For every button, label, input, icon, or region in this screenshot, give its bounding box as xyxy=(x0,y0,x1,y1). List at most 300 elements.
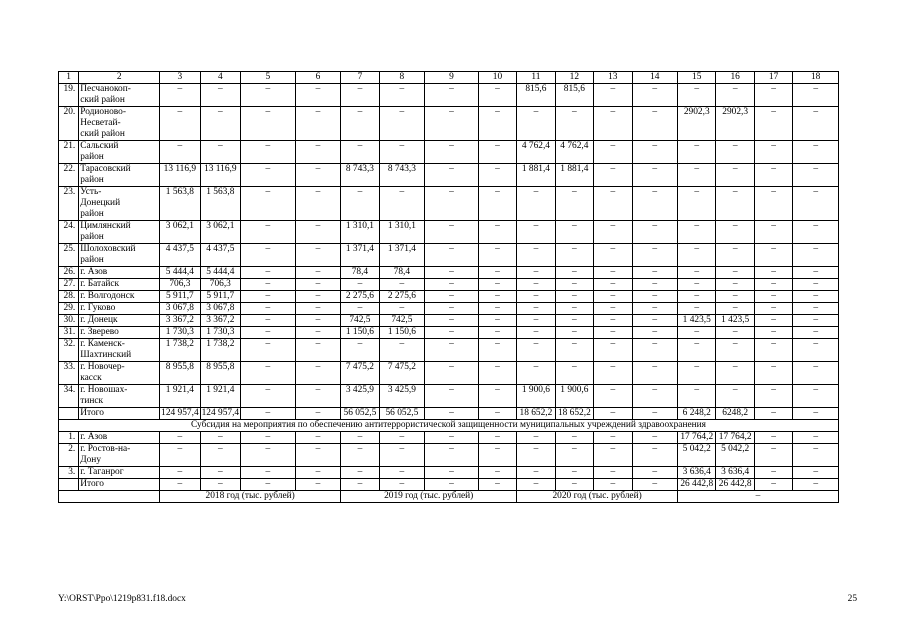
value-cell: 5 042,2 xyxy=(678,444,716,467)
value-cell: 18 652,2 xyxy=(517,408,555,420)
row-number: 19. xyxy=(59,84,79,107)
value-cell: – xyxy=(754,467,792,479)
value-cell: 3 067,8 xyxy=(160,303,200,315)
value-cell: – xyxy=(754,267,792,279)
value-cell: – xyxy=(241,362,296,385)
value-cell: – xyxy=(478,408,516,420)
value-cell: – xyxy=(425,432,479,444)
value-cell: – xyxy=(555,107,593,141)
value-cell: 1 423,5 xyxy=(716,315,754,327)
value-cell: 3 067,8 xyxy=(200,303,240,315)
value-cell: – xyxy=(754,187,792,221)
value-cell: – xyxy=(517,244,555,267)
value-cell: – xyxy=(379,432,425,444)
value-cell: – xyxy=(594,315,632,327)
value-cell: – xyxy=(632,279,678,291)
value-cell: – xyxy=(517,107,555,141)
value-cell: – xyxy=(478,267,516,279)
value-cell: – xyxy=(793,164,839,187)
value-cell: 815,6 xyxy=(517,84,555,107)
value-cell: – xyxy=(716,385,754,408)
municipality-name: Тарасовский район xyxy=(79,164,160,187)
table-row xyxy=(59,107,839,141)
value-cell: – xyxy=(716,339,754,362)
municipality-name: г. Новочер- касск xyxy=(79,362,160,385)
value-cell: – xyxy=(425,467,479,479)
value-cell: – xyxy=(241,84,296,107)
value-cell: – xyxy=(632,303,678,315)
value-cell: 2902,3 xyxy=(678,107,716,141)
value-cell: – xyxy=(478,385,516,408)
value-cell: – xyxy=(425,84,479,107)
value-cell: – xyxy=(517,267,555,279)
value-cell: – xyxy=(241,267,296,279)
value-cell: – xyxy=(754,107,792,141)
value-cell: 706,3 xyxy=(160,279,200,291)
value-cell: – xyxy=(793,444,839,467)
value-cell: – xyxy=(478,362,516,385)
value-cell: – xyxy=(716,267,754,279)
value-cell: – xyxy=(555,467,593,479)
value-cell: – xyxy=(594,291,632,303)
table-row xyxy=(59,339,839,362)
value-cell: 78,4 xyxy=(341,267,379,279)
value-cell: 17 764,2 xyxy=(716,432,754,444)
value-cell: – xyxy=(555,339,593,362)
value-cell: – xyxy=(594,107,632,141)
value-cell: – xyxy=(478,244,516,267)
row-number: 21. xyxy=(59,141,79,164)
value-cell: 2 275,6 xyxy=(341,291,379,303)
value-cell: 1 423,5 xyxy=(678,315,716,327)
value-cell: – xyxy=(200,432,240,444)
value-cell: – xyxy=(425,408,479,420)
value-cell: – xyxy=(295,385,341,408)
municipality-name: Итого xyxy=(79,479,160,491)
value-cell: – xyxy=(594,84,632,107)
value-cell: – xyxy=(160,107,200,141)
row-number: 33. xyxy=(59,362,79,385)
value-cell: – xyxy=(241,303,296,315)
value-cell: – xyxy=(517,187,555,221)
value-cell: – xyxy=(594,164,632,187)
value-cell: – xyxy=(478,187,516,221)
column-number: 8 xyxy=(379,72,425,84)
table-row xyxy=(59,432,839,444)
column-number: 6 xyxy=(295,72,341,84)
table-row xyxy=(59,467,839,479)
value-cell: – xyxy=(295,315,341,327)
column-number: 7 xyxy=(341,72,379,84)
value-cell: – xyxy=(379,467,425,479)
value-cell: – xyxy=(754,479,792,491)
value-cell: – xyxy=(594,479,632,491)
table-row xyxy=(59,303,839,315)
municipality-name: г. Зверево xyxy=(79,327,160,339)
value-cell: 1 730,3 xyxy=(200,327,240,339)
value-cell: – xyxy=(793,339,839,362)
value-cell: – xyxy=(793,221,839,244)
table-row xyxy=(59,444,839,467)
row-number: 34. xyxy=(59,385,79,408)
value-cell: – xyxy=(555,267,593,279)
column-number: 1 xyxy=(59,72,79,84)
value-cell: – xyxy=(241,279,296,291)
value-cell: – xyxy=(341,479,379,491)
value-cell: – xyxy=(594,267,632,279)
row-number xyxy=(59,408,79,420)
municipality-name: г. Волгодонск xyxy=(79,291,160,303)
value-cell: – xyxy=(295,244,341,267)
value-cell: – xyxy=(478,339,516,362)
value-cell: – xyxy=(555,244,593,267)
value-cell: – xyxy=(295,267,341,279)
value-cell: – xyxy=(793,291,839,303)
value-cell: 4 437,5 xyxy=(200,244,240,267)
value-cell: 1 881,4 xyxy=(555,164,593,187)
value-cell: – xyxy=(716,303,754,315)
row-number: 29. xyxy=(59,303,79,315)
value-cell: – xyxy=(678,187,716,221)
value-cell: – xyxy=(716,279,754,291)
value-cell: – xyxy=(241,444,296,467)
value-cell: – xyxy=(517,303,555,315)
value-cell: – xyxy=(478,315,516,327)
value-cell: – xyxy=(425,479,479,491)
value-cell: – xyxy=(478,141,516,164)
table-row xyxy=(59,244,839,267)
value-cell: – xyxy=(754,84,792,107)
value-cell: – xyxy=(241,291,296,303)
value-cell: – xyxy=(754,244,792,267)
value-cell: – xyxy=(793,327,839,339)
value-cell: – xyxy=(241,339,296,362)
value-cell: – xyxy=(341,339,379,362)
value-cell: – xyxy=(632,479,678,491)
value-cell: – xyxy=(632,327,678,339)
value-cell: – xyxy=(425,315,479,327)
value-cell: – xyxy=(379,279,425,291)
value-cell: 13 116,9 xyxy=(160,164,200,187)
value-cell: 1 921,4 xyxy=(160,385,200,408)
municipality-name: г. Ростов-на- Дону xyxy=(79,444,160,467)
value-cell: – xyxy=(379,303,425,315)
value-cell: – xyxy=(754,339,792,362)
value-cell: – xyxy=(341,141,379,164)
value-cell: – xyxy=(716,221,754,244)
value-cell: – xyxy=(517,444,555,467)
value-cell: – xyxy=(517,479,555,491)
value-cell: – xyxy=(793,408,839,420)
value-cell: – xyxy=(754,303,792,315)
value-cell: – xyxy=(632,107,678,141)
value-cell: 18 652,2 xyxy=(555,408,593,420)
value-cell: – xyxy=(379,141,425,164)
value-cell: – xyxy=(341,187,379,221)
value-cell: 124 957,4 xyxy=(201,408,240,418)
value-cell: – xyxy=(632,362,678,385)
value-cell: 3 425,9 xyxy=(379,385,425,408)
value-cell: 2 275,6 xyxy=(379,291,425,303)
table-row xyxy=(59,267,839,279)
value-cell: – xyxy=(678,267,716,279)
value-cell: – xyxy=(594,408,632,420)
value-cell: – xyxy=(425,303,479,315)
value-cell: – xyxy=(754,432,792,444)
value-cell: 8 743,3 xyxy=(341,164,379,187)
value-cell: – xyxy=(478,467,516,479)
value-cell: 815,6 xyxy=(555,84,593,107)
value-cell: – xyxy=(793,362,839,385)
value-cell: – xyxy=(632,141,678,164)
value-cell: – xyxy=(241,432,296,444)
value-cell: – xyxy=(632,164,678,187)
municipality-name: Итого xyxy=(79,408,160,420)
year-2020-label: 2020 год (тыс. рублей) xyxy=(517,491,678,503)
value-cell: – xyxy=(594,141,632,164)
value-cell: – xyxy=(632,291,678,303)
value-cell: – xyxy=(793,432,839,444)
value-cell: – xyxy=(678,303,716,315)
value-cell: 5 911,7 xyxy=(200,291,240,303)
value-cell: – xyxy=(241,244,296,267)
value-cell: – xyxy=(379,84,425,107)
value-cell: – xyxy=(793,84,839,107)
value-cell: – xyxy=(295,303,341,315)
value-cell: – xyxy=(379,444,425,467)
value-cell: – xyxy=(793,279,839,291)
value-cell: – xyxy=(241,107,296,141)
value-cell: – xyxy=(295,339,341,362)
value-cell: – xyxy=(425,362,479,385)
value-cell: – xyxy=(478,327,516,339)
value-cell: – xyxy=(754,164,792,187)
value-cell: – xyxy=(793,244,839,267)
value-cell: – xyxy=(341,444,379,467)
value-cell: 3 367,2 xyxy=(200,315,240,327)
value-cell: – xyxy=(379,107,425,141)
value-cell: – xyxy=(555,315,593,327)
value-cell: – xyxy=(295,107,341,141)
value-cell: – xyxy=(555,432,593,444)
year-2018-label: 2018 год (тыс. рублей) xyxy=(160,491,341,503)
value-cell: – xyxy=(341,84,379,107)
value-cell: – xyxy=(241,327,296,339)
footer-page-number: 25 xyxy=(847,594,857,604)
value-cell: – xyxy=(341,107,379,141)
value-cell: 2902,3 xyxy=(716,107,754,141)
value-cell: 1 900,6 xyxy=(555,385,593,408)
table-row xyxy=(59,385,839,408)
value-cell: – xyxy=(678,84,716,107)
value-cell: – xyxy=(555,291,593,303)
value-cell: – xyxy=(425,327,479,339)
value-cell: – xyxy=(754,327,792,339)
blank-cell xyxy=(59,491,160,503)
value-cell: – xyxy=(632,187,678,221)
value-cell: 3 425,9 xyxy=(341,385,379,408)
value-cell: – xyxy=(517,339,555,362)
value-cell: – xyxy=(379,339,425,362)
value-cell: – xyxy=(716,84,754,107)
value-cell: – xyxy=(632,385,678,408)
section-title-row xyxy=(59,420,839,432)
data-table xyxy=(58,71,839,503)
value-cell: 1 738,2 xyxy=(200,339,240,362)
column-number: 18 xyxy=(793,72,839,84)
value-cell: – xyxy=(632,432,678,444)
row-number: 27. xyxy=(59,279,79,291)
column-number: 11 xyxy=(517,72,555,84)
value-cell: – xyxy=(754,362,792,385)
value-cell: 1 371,4 xyxy=(341,244,379,267)
value-cell: 3 062,1 xyxy=(200,221,240,244)
value-cell: – xyxy=(555,187,593,221)
column-number: 5 xyxy=(241,72,296,84)
value-cell: – xyxy=(716,291,754,303)
value-cell: – xyxy=(425,164,479,187)
value-cell: – xyxy=(555,444,593,467)
table-row xyxy=(59,327,839,339)
value-cell: – xyxy=(478,479,516,491)
value-cell: – xyxy=(517,432,555,444)
value-cell: 7 475,2 xyxy=(379,362,425,385)
value-cell: – xyxy=(425,107,479,141)
value-cell: – xyxy=(555,279,593,291)
value-cell: – xyxy=(716,327,754,339)
column-number: 10 xyxy=(478,72,516,84)
value-cell: – xyxy=(594,362,632,385)
municipality-name: г. Каменск- Шахтинский xyxy=(79,339,160,362)
value-cell: – xyxy=(716,362,754,385)
value-cell: – xyxy=(241,479,296,491)
value-cell: – xyxy=(754,385,792,408)
value-cell: 5 444,4 xyxy=(200,267,240,279)
value-cell: 3 062,1 xyxy=(160,221,200,244)
value-cell: – xyxy=(295,84,341,107)
column-number: 15 xyxy=(678,72,716,84)
municipality-name: Цимлянский район xyxy=(79,221,160,244)
table-row xyxy=(59,221,839,244)
value-cell: – xyxy=(517,279,555,291)
value-cell: – xyxy=(425,291,479,303)
row-number: 1. xyxy=(59,432,79,444)
row-number: 28. xyxy=(59,291,79,303)
value-cell: – xyxy=(478,279,516,291)
value-cell: – xyxy=(555,221,593,244)
value-cell: – xyxy=(632,315,678,327)
value-cell: – xyxy=(678,327,716,339)
table-row xyxy=(59,187,839,221)
municipality-name: г. Батайск xyxy=(79,279,160,291)
value-cell: – xyxy=(478,291,516,303)
value-cell: – xyxy=(793,385,839,408)
table-row xyxy=(59,84,839,107)
value-cell: – xyxy=(754,279,792,291)
value-cell: 3 367,2 xyxy=(160,315,200,327)
municipality-name: Песчанокоп- ский район xyxy=(79,84,160,107)
value-cell: 5 911,7 xyxy=(160,291,200,303)
value-cell: – xyxy=(241,141,296,164)
value-cell: 5 444,4 xyxy=(160,267,200,279)
value-cell: – xyxy=(517,362,555,385)
value-cell: – xyxy=(200,84,240,107)
value-cell: – xyxy=(341,432,379,444)
row-number: 2. xyxy=(59,444,79,467)
column-number: 9 xyxy=(425,72,479,84)
municipality-name: г. Новошах- тинск xyxy=(79,385,160,408)
value-cell: – xyxy=(793,315,839,327)
value-cell: – xyxy=(517,221,555,244)
value-cell: – xyxy=(555,362,593,385)
value-cell: – xyxy=(594,327,632,339)
value-cell: – xyxy=(793,303,839,315)
value-cell: – xyxy=(295,279,341,291)
value-cell: – xyxy=(555,479,593,491)
row-number: 24. xyxy=(59,221,79,244)
value-cell: – xyxy=(295,432,341,444)
value-cell: – xyxy=(478,444,516,467)
value-cell: – xyxy=(478,84,516,107)
column-number: 4 xyxy=(200,72,240,84)
value-cell: – xyxy=(678,279,716,291)
value-cell: – xyxy=(517,315,555,327)
value-cell: – xyxy=(200,444,240,467)
value-cell: – xyxy=(594,444,632,467)
value-cell: – xyxy=(160,467,200,479)
value-cell: – xyxy=(425,221,479,244)
value-cell: – xyxy=(425,339,479,362)
table-row xyxy=(59,164,839,187)
value-cell: – xyxy=(678,164,716,187)
value-cell: – xyxy=(716,164,754,187)
value-cell: 56 052,5 xyxy=(341,408,379,420)
value-cell: 4 437,5 xyxy=(160,244,200,267)
value-cell: – xyxy=(241,315,296,327)
value-cell: – xyxy=(295,467,341,479)
value-cell: 1 150,6 xyxy=(341,327,379,339)
value-cell: 8 955,8 xyxy=(160,362,200,385)
value-cell: – xyxy=(160,141,200,164)
value-cell: – xyxy=(160,444,200,467)
column-number: 3 xyxy=(160,72,200,84)
value-cell: – xyxy=(160,479,200,491)
value-cell: – xyxy=(200,467,240,479)
row-number: 31. xyxy=(59,327,79,339)
value-cell: – xyxy=(632,84,678,107)
value-cell: 742,5 xyxy=(341,315,379,327)
value-cell: – xyxy=(241,467,296,479)
row-number: 30. xyxy=(59,315,79,327)
value-cell: – xyxy=(478,221,516,244)
value-cell: 56 052,5 xyxy=(379,408,425,420)
value-cell: – xyxy=(716,141,754,164)
value-cell: – xyxy=(754,291,792,303)
value-cell: – xyxy=(754,141,792,164)
value-cell: – xyxy=(594,279,632,291)
footer-file-path: Y:\ORST\Ppo\1219p831.f18.docx xyxy=(58,594,186,604)
year-header-row xyxy=(59,491,839,503)
municipality-name: г. Азов xyxy=(79,432,160,444)
value-cell: – xyxy=(241,221,296,244)
value-cell: – xyxy=(200,479,240,491)
municipality-name: г. Донецк xyxy=(79,315,160,327)
municipality-name: Родионово- Несветай- ский район xyxy=(79,107,160,141)
value-cell: – xyxy=(793,267,839,279)
value-cell: – xyxy=(594,221,632,244)
value-cell: 4 762,4 xyxy=(555,141,593,164)
value-cell: 6 248,2 xyxy=(678,408,716,420)
